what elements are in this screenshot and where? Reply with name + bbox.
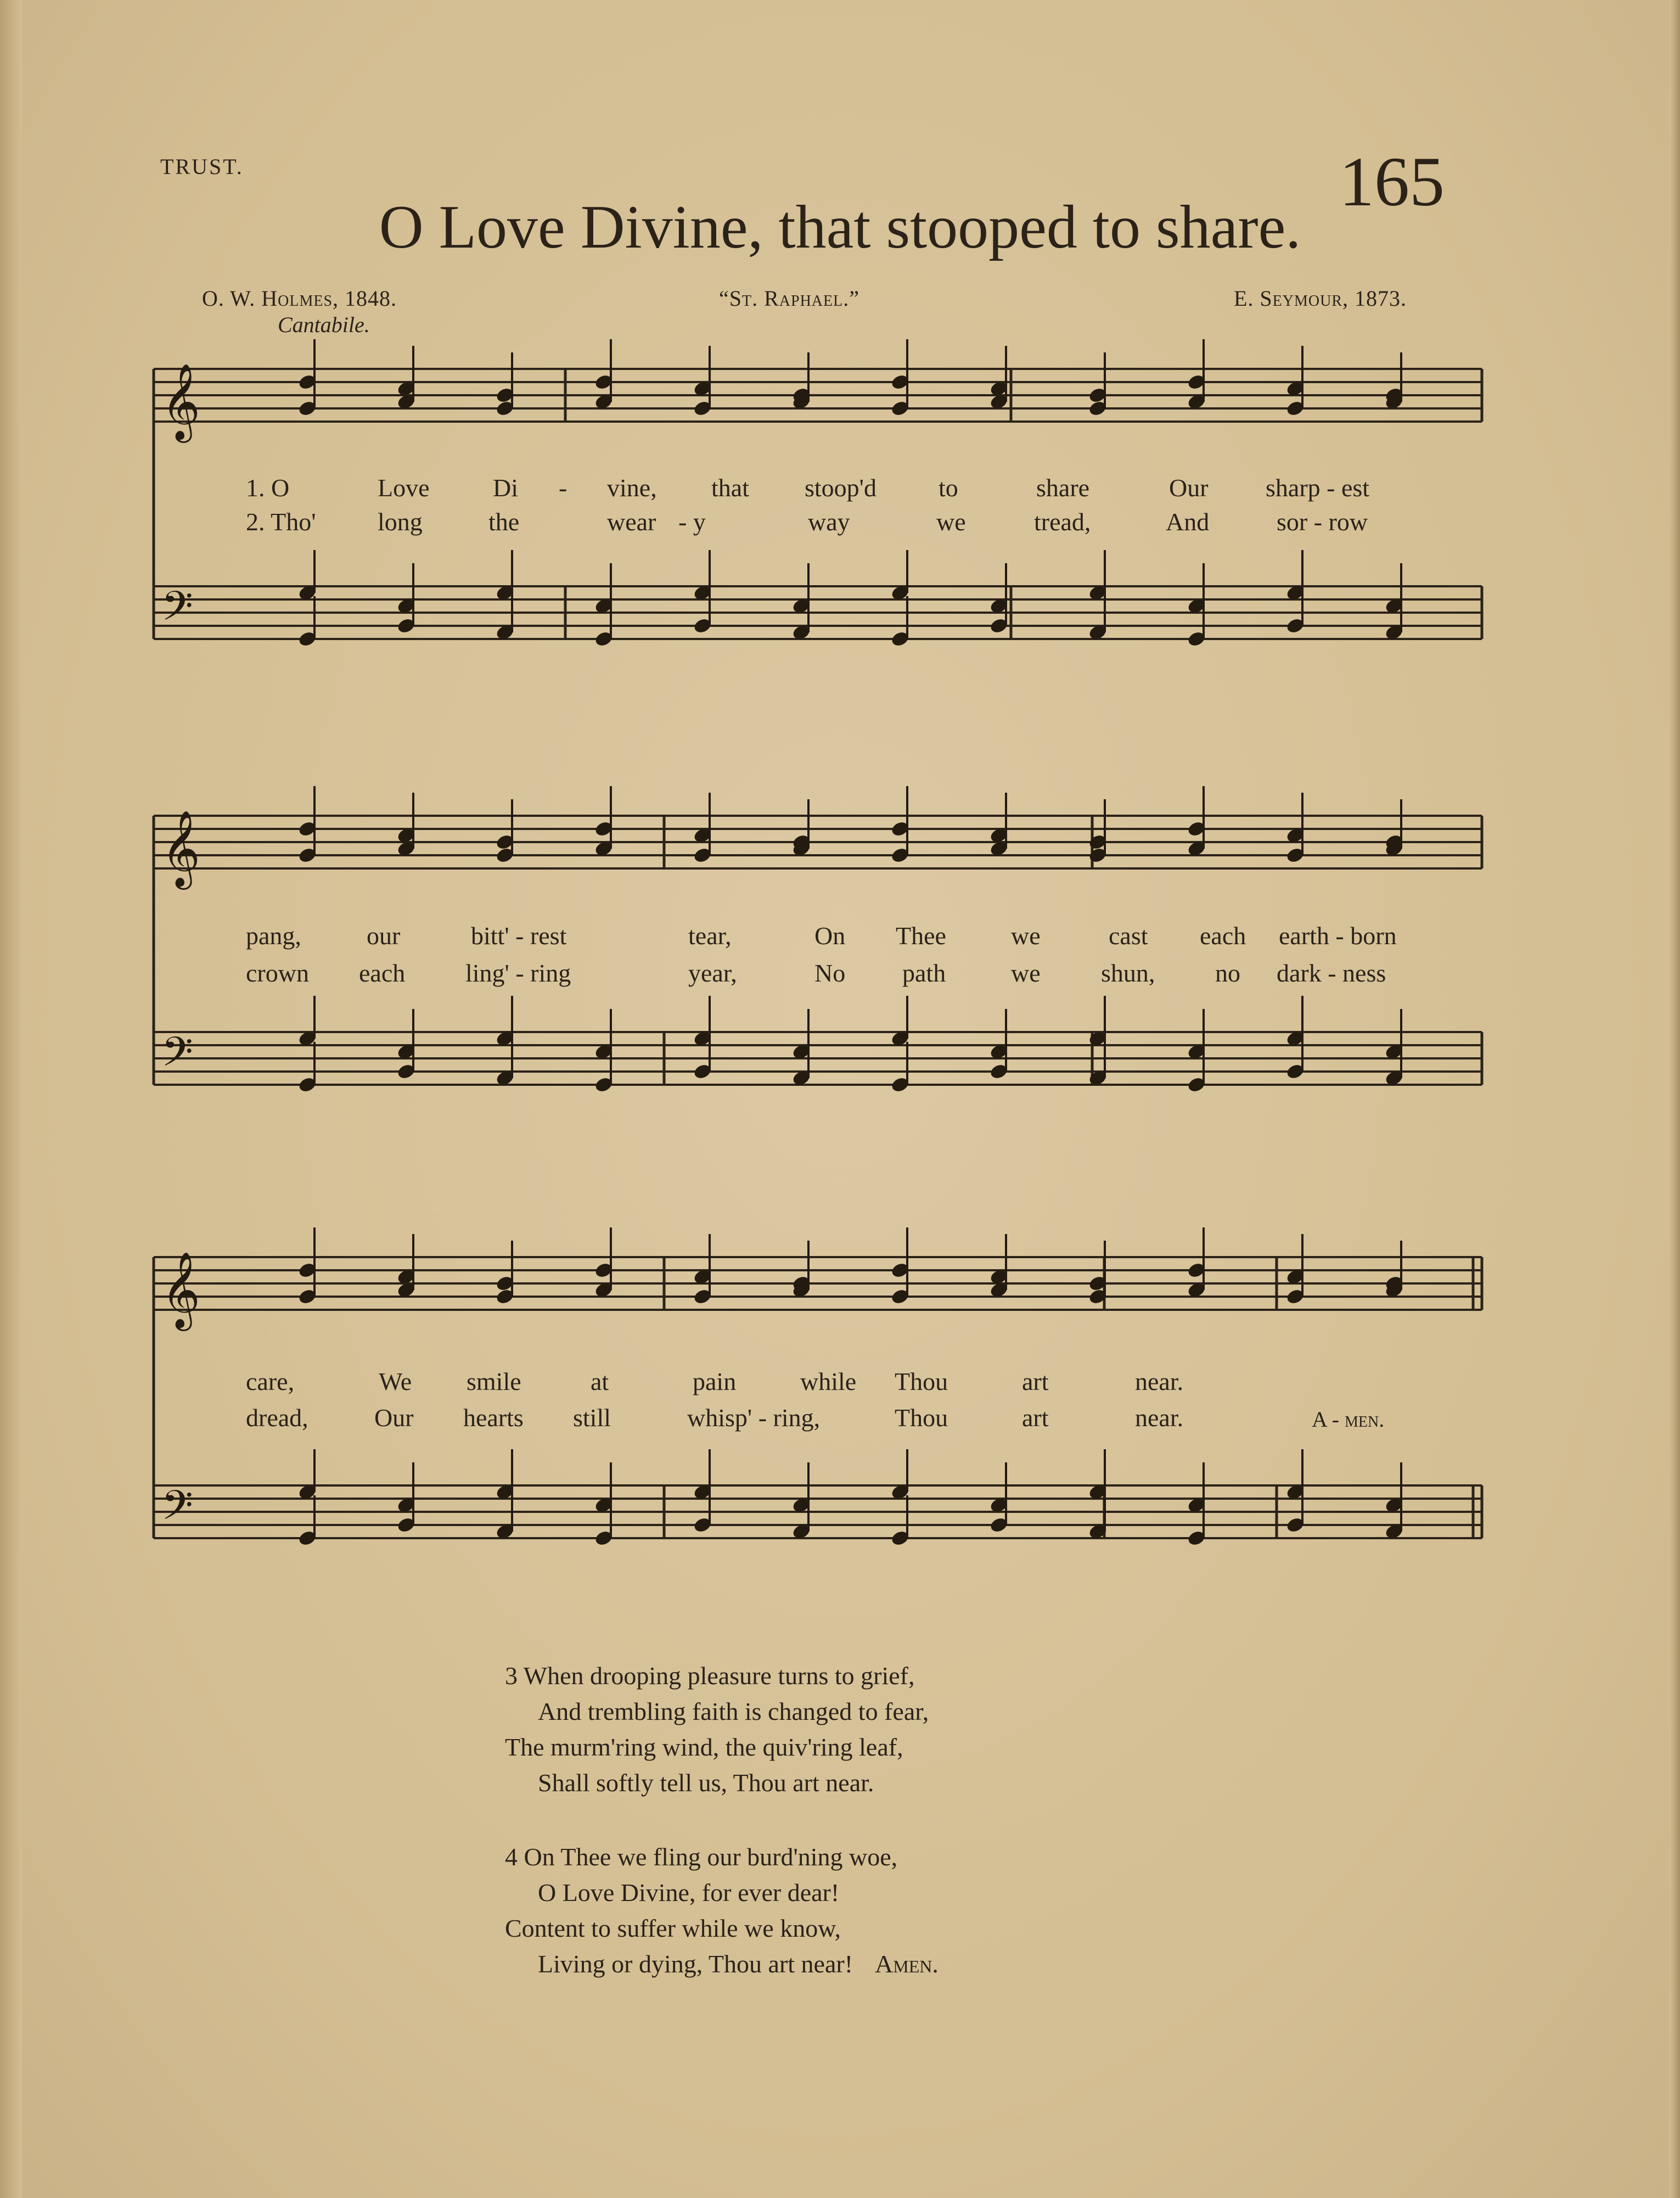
lyric: dread, [246, 1404, 308, 1432]
lyric: We [379, 1367, 412, 1395]
page-number: 165 [1339, 143, 1445, 221]
hymn-author: O. W. Holmes, 1848. [202, 286, 397, 311]
lyric: to [939, 474, 958, 502]
lyric: near. [1135, 1404, 1184, 1432]
lyric: ling' - ring [465, 959, 571, 987]
verse-line: 3 When drooping pleasure turns to grief, [505, 1662, 915, 1690]
lyric: that [711, 474, 749, 502]
lyric: stoop'd [805, 474, 876, 502]
lyric: still [573, 1404, 611, 1432]
lyric: long [378, 508, 423, 536]
clef-glyph: 𝄢 [161, 582, 193, 640]
lyric: each [359, 959, 406, 987]
verse-3 [505, 1658, 939, 1801]
lyric: - [559, 474, 568, 502]
lyric: On [814, 922, 846, 950]
clef-glyph: 𝄞 [161, 1252, 200, 1328]
lyric: we [1011, 959, 1041, 987]
verse-line: O Love Divine, for ever dear! [538, 1879, 840, 1907]
lyric: Thou [895, 1404, 948, 1432]
lyric: no [1215, 959, 1240, 987]
lyric: - y [678, 508, 706, 536]
lyric: while [800, 1367, 857, 1395]
lyric: way [808, 508, 850, 536]
lyric: earth - born [1279, 922, 1397, 950]
lyric: Thou [895, 1367, 948, 1395]
verse-line [505, 1946, 939, 1982]
lyric: Di [493, 474, 518, 502]
lyric: tread, [1034, 508, 1091, 536]
lyric: tear, [688, 922, 732, 950]
lyric: pang, [246, 922, 301, 950]
additional-verses [505, 1658, 939, 1982]
lyric: wear [607, 508, 656, 536]
lyric: path [902, 959, 946, 987]
clef-glyph: 𝄞 [161, 810, 200, 887]
lyric: care, [246, 1367, 295, 1395]
lyric: sharp - est [1266, 474, 1370, 502]
lyric: crown [246, 959, 309, 987]
lyric: No [814, 959, 846, 987]
lyric: art [1022, 1367, 1049, 1395]
amen-label: A - men. [1312, 1407, 1385, 1432]
lyric: each [1200, 922, 1246, 950]
lyric: 2. Tho' [246, 508, 316, 536]
lyric: year, [688, 959, 737, 987]
lyric: Our [374, 1404, 414, 1432]
lyric: the [488, 508, 520, 536]
lyric: hearts [463, 1404, 524, 1432]
clef-glyph: 𝄢 [161, 1482, 193, 1539]
tune-name: “St. Raphael.” [719, 286, 859, 311]
lyric: smile [467, 1367, 521, 1395]
lyric: vine, [607, 474, 657, 502]
lyric: sor - row [1277, 508, 1368, 536]
section-heading: TRUST. [160, 154, 244, 179]
lyric: shun, [1101, 959, 1155, 987]
hymn-composer: E. Seymour, 1873. [1234, 286, 1407, 311]
verse-4 [505, 1839, 939, 1982]
lyric: our [367, 922, 401, 950]
verse-line: Shall softly tell us, Thou art near. [538, 1769, 874, 1797]
lyric: Thee [896, 922, 946, 950]
clef-glyph: 𝄞 [161, 363, 200, 440]
verse-line: 4 On Thee we fling our burd'ning woe, [505, 1843, 898, 1871]
lyric: Our [1169, 474, 1209, 502]
clef-marks [161, 363, 200, 1539]
lyric: at [591, 1367, 609, 1395]
lyric: Love [378, 474, 430, 502]
lyric: And [1166, 508, 1210, 536]
lyric: we [1011, 922, 1041, 950]
tempo-marking: Cantabile. [278, 312, 370, 337]
verse-line: The murm'ring wind, the quiv'ring leaf, [505, 1733, 903, 1761]
lyric: bitt' - rest [471, 922, 567, 950]
lyric: dark - ness [1277, 959, 1386, 987]
verse-line: Content to suffer while we know, [505, 1914, 841, 1942]
lyric: pain [693, 1367, 737, 1395]
amen-label: Amen. [875, 1950, 939, 1978]
verse-line-text: Living or dying, Thou art near! [538, 1950, 853, 1978]
clef-glyph: 𝄢 [161, 1028, 193, 1086]
lyric: share [1036, 474, 1090, 502]
lyric: near. [1135, 1367, 1184, 1395]
lyric: cast [1109, 922, 1148, 950]
hymn-title: O Love Divine, that stooped to share. [379, 193, 1301, 261]
lyric: 1. O [246, 474, 290, 502]
lyric: art [1022, 1404, 1049, 1432]
lyric: we [936, 508, 966, 536]
lyric: whisp' - ring, [687, 1404, 821, 1432]
staff-lines [154, 369, 1482, 1538]
verse-line: And trembling faith is changed to fear, [538, 1697, 929, 1725]
